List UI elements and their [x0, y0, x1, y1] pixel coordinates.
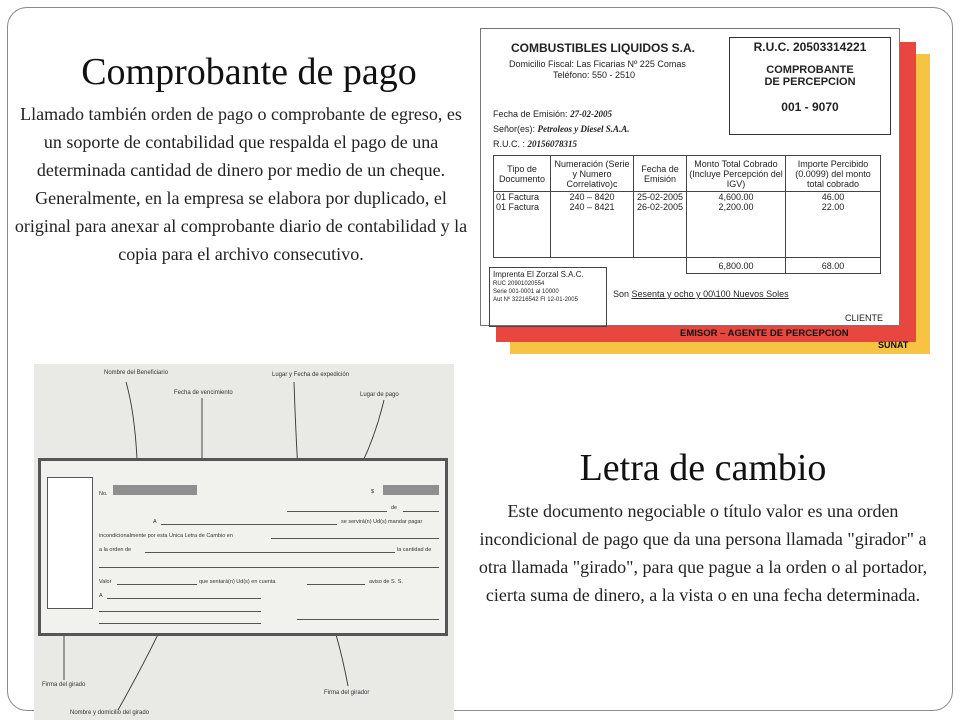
letra-title: Letra de cambio: [579, 447, 827, 489]
form-a: A: [153, 519, 157, 525]
total-amount: 6,800.00: [687, 258, 786, 274]
form-line: [307, 584, 365, 585]
receipt-sheet: [480, 28, 900, 326]
form-line: [107, 598, 261, 599]
copy-cliente-label: CLIENTE: [845, 313, 884, 323]
annotation-due-date: Fecha de vencimiento: [174, 390, 233, 396]
annotation-drawee-signature: Firma del girado: [42, 682, 86, 688]
form-incondicional: incondicionalmente por esta Unica Letra de Cambio en: [99, 533, 233, 539]
form-no: No.: [99, 491, 108, 497]
form-aviso: aviso de S. S.: [369, 579, 403, 585]
printer-name: Imprenta El Zorzal S.A.C.: [493, 270, 584, 279]
table-header: Fecha de Emisión: [634, 156, 687, 192]
company-name: COMBUSTIBLES LIQUIDOS S.A.: [511, 41, 696, 55]
amount-field: [383, 485, 439, 495]
doc-number: 001 - 9070: [781, 100, 839, 114]
signature-line: [297, 619, 439, 620]
form-line: [99, 567, 439, 568]
doc-type-line2: DE PERCEPCION: [764, 76, 856, 88]
form-sentara: que sentará(n) Ud(s) en cuenta: [199, 579, 276, 585]
company-phone: Teléfono: 550 - 2510: [553, 70, 636, 80]
client-name: Petroleos y Diesel S.A.A.: [537, 124, 630, 134]
form-line: [161, 524, 337, 525]
client-ruc-label: R.U.C. :: [493, 139, 526, 149]
amount-words: Sesenta y ocho y 00\100 Nuevos Soles: [631, 289, 789, 299]
form-cantidad-de: la cantidad de: [397, 547, 432, 553]
table-header-row: [494, 156, 881, 192]
annotation-place-date: Lugar y Fecha de expedición: [272, 372, 350, 378]
form-a2: A: [99, 593, 103, 599]
table-header: Importe Percibido (0.0099) del monto total cobrado: [786, 156, 881, 192]
printer-ruc: RUC 20901020554: [493, 281, 545, 287]
comprobante-description: Llamado también orden de pago o comprobante de egreso, es un soporte de contabilidad que respalda el pago de una determinada cantidad de dinero por medio de un cheque. Generalmente, en la empresa se elabora por duplicado, el original para anexar al comprobante diario de contabilidad y la copia para el archivo consecutivo.: [14, 104, 468, 264]
bill-form: [38, 458, 448, 636]
table-header: Numeración (Serie y Numero Correlativo)c: [551, 156, 634, 192]
client-ruc: 20156078315: [527, 139, 578, 149]
form-valor: Valor: [99, 579, 112, 585]
annotation-payment-place: Lugar de pago: [360, 392, 399, 398]
printer-authorization: Aut Nº 32216542 FI 12-01-2005: [493, 297, 578, 303]
amount-words-row: [613, 289, 789, 299]
copy-sunat-label: SUNAT: [878, 340, 909, 350]
table-cell: 4,600.00 2,200.00: [687, 192, 786, 258]
letra-description: Este documento negociable o título valor es una orden incondicional de pago que da una persona llamada "girador" a otra llamada "girado", para que pague a la orden o al portador, cierta suma de dinero, a la vista o en una fecha determinada.: [478, 501, 928, 605]
table-header: Tipo de Documento: [494, 156, 551, 192]
annotation-beneficiary: Nombre del Beneficiario: [104, 370, 169, 376]
copy-emisor-label: EMISOR – AGENTE DE PERCEPCION: [680, 328, 849, 339]
form-servira: se servirá(n) Ud(s) mandar pagar: [341, 519, 423, 525]
table-cell: 240 – 8420 240 – 8421: [551, 192, 634, 258]
table-cell: 01 Factura 01 Factura: [494, 192, 551, 258]
form-line: [403, 511, 439, 512]
client-row: [493, 124, 630, 134]
client-label: Señor(es):: [493, 124, 536, 134]
annotation-drawee-name-address: Nombre y domicilio del girado: [70, 710, 150, 716]
emission-label: Fecha de Emisión:: [493, 109, 568, 119]
form-currency: $: [371, 489, 375, 495]
doc-type-line1: COMPROBANTE: [766, 64, 854, 76]
receipt-image: [480, 28, 930, 354]
form-line: [271, 538, 439, 539]
total-perceived: 68.00: [786, 258, 881, 274]
table-cell: 46.00 22.00: [786, 192, 881, 258]
table-header: Monto Total Cobrado (Incluye Percepción del IGV): [687, 156, 786, 192]
amount-words-prefix: Son: [613, 289, 630, 299]
form-line: [99, 611, 261, 612]
stamp-box: [47, 477, 93, 609]
number-field: [113, 485, 197, 495]
perception-table: [493, 155, 881, 274]
form-de: de: [391, 505, 398, 511]
form-line: [145, 552, 395, 553]
emission-row: [493, 109, 612, 119]
client-ruc-row: [493, 139, 577, 149]
company-address: Domicilio Fiscal: Las Ficarias Nº 225 Comas: [509, 59, 686, 69]
form-line: [117, 584, 197, 585]
form-orden-de: a la orden de: [99, 547, 132, 553]
ruc-header: R.U.C. 20503314221: [753, 40, 867, 54]
emission-date: 27-02-2005: [570, 109, 613, 119]
table-cell: 25-02-2005 26-02-2005: [634, 192, 687, 258]
annotation-drawer-signature: Firma del girador: [324, 690, 370, 696]
form-line: [287, 511, 387, 512]
table-row: [494, 192, 881, 258]
letra-de-cambio-image: [34, 364, 454, 720]
ruc-box: [729, 37, 891, 135]
printer-series: Serie 001-0001 al 10000: [493, 289, 559, 295]
form-line: [99, 623, 261, 624]
comprobante-title: Comprobante de pago: [81, 51, 417, 93]
printer-box: [489, 267, 607, 327]
